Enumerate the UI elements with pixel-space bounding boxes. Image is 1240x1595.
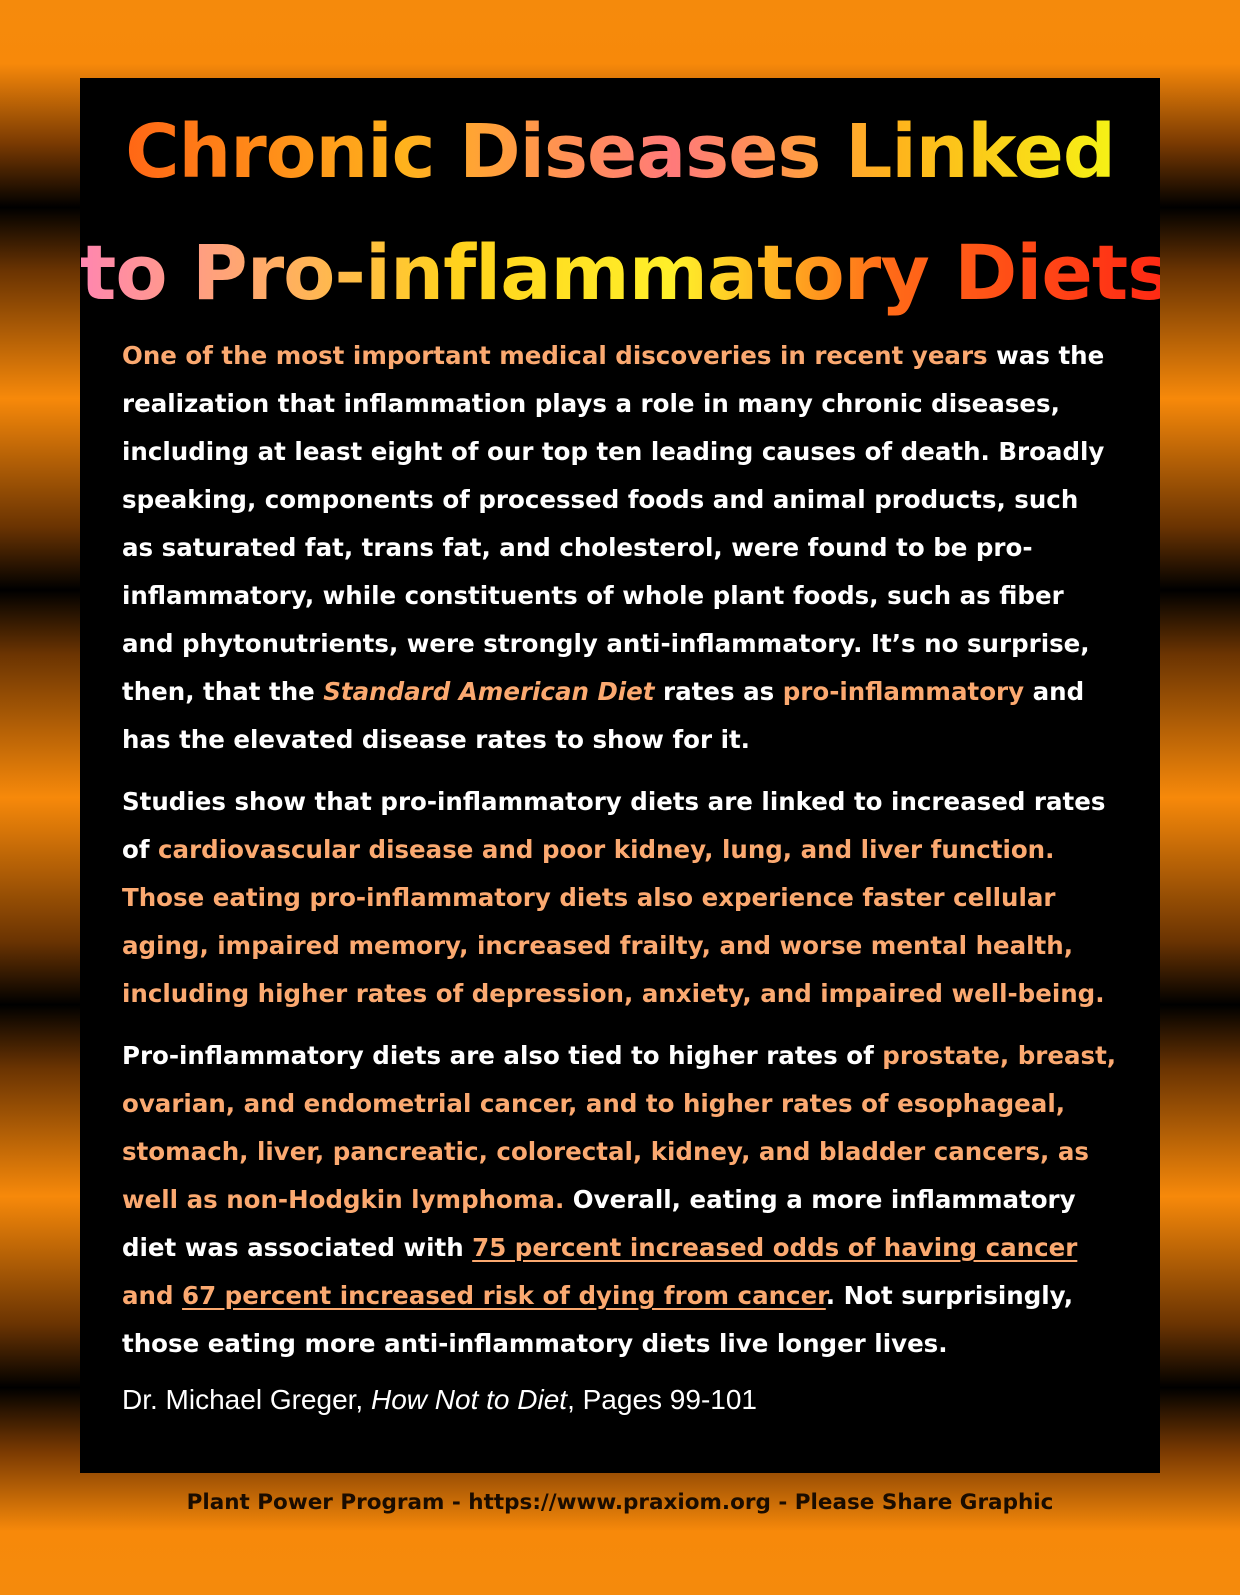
highlight-text: prostate, breast, ovarian, and endometrial cancer, and to higher rates of esophageal, stomach, liver, pancreatic, colorectal, kidney, and bladder cancers, as well as non-Hodgkin lymphoma. [122, 1041, 1117, 1214]
body-text: Pro-inflammatory diets are also tied to higher rates of [122, 1041, 883, 1070]
citation [122, 1380, 1117, 1420]
highlight-text: cardiovascular disease and poor kidney, lung, and liver function. Those eating pro-inflammatory diets also experience faster cellular aging, impaired memory, increased frailty, and worse mental health, including higher rates of depression, anxiety, and impaired well-being. [122, 835, 1105, 1008]
highlight-text: One of the most important medical discoveries in recent years [122, 341, 988, 370]
paragraph-3 [122, 1032, 1117, 1368]
body-text: rates as [654, 677, 783, 706]
body-text: was the realization that inflammation plays a role in many chronic diseases, including at least eight of our top ten leading causes of death. Broadly speaking, components of processed foods and animal products, such as saturated fat, trans fat, and cholesterol, were found to be pro-inflammatory, while constituents of whole plant foods, such as fiber and phytonutrients, were strongly anti-inflammatory. It’s no surprise, then, that the [122, 341, 1105, 706]
title-line-2: to Pro-inflammatory Diets [80, 226, 1160, 320]
cancer-odds-link[interactable]: 75 percent increased odds of having cancer [472, 1233, 1078, 1262]
cancer-death-risk-link[interactable]: 67 percent increased risk of dying from cancer [182, 1281, 826, 1310]
citation-pages: , Pages 99-101 [567, 1384, 757, 1415]
citation-book: How Not to Diet [370, 1384, 568, 1415]
content-panel [80, 78, 1172, 1473]
body-text: Overall, eating a more inflammatory diet was associated with [122, 1185, 1076, 1262]
body-text: and has the elevated disease rates to show for it. [122, 677, 1085, 754]
body-text: Studies show that pro-inflammatory diets are linked to increased rates of [122, 787, 1106, 864]
body-text: . Not surprisingly, those eating more anti-inflammatory diets live longer lives. [122, 1281, 1074, 1358]
highlight-text: pro-inflammatory [782, 677, 1025, 706]
footer: Plant Power Program - https://www.praxiom.org - Please Share Graphic [186, 1490, 1054, 1515]
highlight-italic-text: Standard American Diet [323, 677, 655, 706]
paragraph-2 [122, 778, 1117, 1018]
citation-author: Dr. Michael Greger, [122, 1384, 371, 1415]
title-line-1: Chronic Diseases Linked [80, 106, 1160, 198]
paragraph-1 [122, 332, 1117, 764]
highlight-text: and [122, 1281, 183, 1310]
article-body [122, 332, 1117, 1368]
